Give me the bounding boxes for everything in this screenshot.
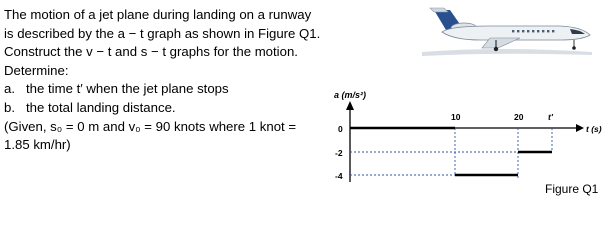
- question-item-label: b.: [4, 99, 15, 115]
- question-item-text: the time t′ when the jet plane stops: [26, 81, 229, 97]
- x-tick-label: t′: [548, 112, 553, 122]
- x-axis-arrow-icon: [576, 124, 584, 132]
- y-axis-arrow-icon: [346, 101, 354, 110]
- x-axis-label: t (s): [586, 124, 602, 134]
- given-line-1: (Given, s₀ = 0 m and v₀ = 90 knots where 1 knot =: [4, 118, 297, 134]
- problem-line-2: is described by the a − t graph as shown in Figure Q1.: [4, 25, 321, 41]
- question-item-a: [4, 80, 344, 99]
- question-item-text: the total landing distance.: [26, 99, 176, 115]
- acceleration-time-graph: [332, 78, 609, 199]
- given-line-2: 1.85 km/hr): [4, 137, 71, 153]
- x-tick-label: 20: [514, 112, 524, 122]
- y-tick-label: -4: [335, 171, 343, 181]
- figure-caption: Figure Q1: [545, 182, 599, 196]
- x-tick-label: 10: [451, 112, 461, 122]
- problem-line-4: Determine:: [4, 62, 69, 78]
- question-item-label: a.: [4, 81, 15, 97]
- problem-line-3: Construct the v − t and s − t graphs for the motion.: [4, 44, 298, 60]
- problem-line-1: The motion of a jet plane during landing on a runway: [4, 7, 312, 22]
- jet-plane-illustration: [420, 2, 595, 58]
- y-tick-label: 0: [338, 124, 343, 134]
- y-tick-label: -2: [335, 148, 343, 158]
- y-axis-label: a (m/s²): [334, 90, 367, 100]
- problem-statement: [4, 6, 344, 155]
- question-item-b: [4, 99, 344, 118]
